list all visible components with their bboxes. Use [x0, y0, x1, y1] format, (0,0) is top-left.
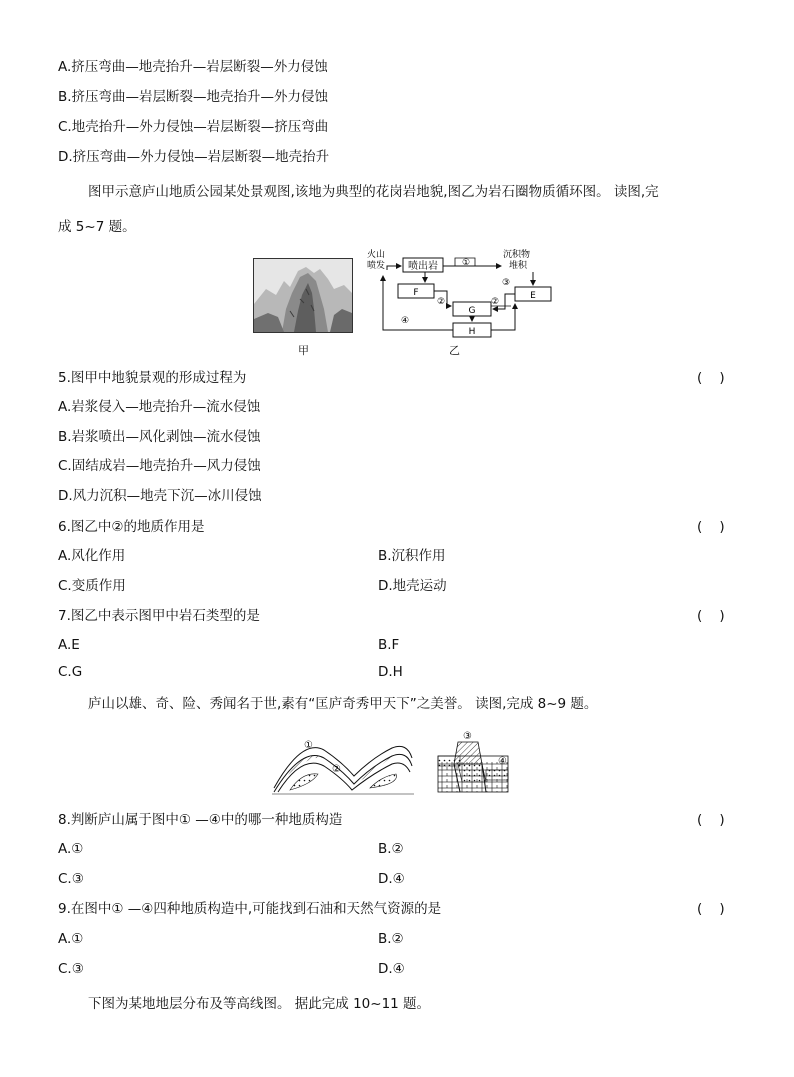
label-volcano-2: 喷发 [367, 261, 386, 271]
q7-option-a: A.E [58, 637, 80, 653]
q8-stem: 8.判断庐山属于图中① —④中的哪一种地质构造 [58, 812, 343, 828]
q6-stem: 6.图乙中②的地质作用是 [58, 519, 205, 535]
q5-option-d: D.风力沉积—地壳下沉—冰川侵蚀 [58, 488, 262, 504]
q6-option-b: B.沉积作用 [378, 548, 446, 564]
q5-answer-paren[interactable]: ( ) [697, 370, 725, 386]
q9-answer-paren[interactable]: ( ) [697, 901, 725, 917]
q7-stem: 7.图乙中表示图甲中岩石类型的是 [58, 608, 260, 624]
q8-option-a: A.① [58, 841, 84, 857]
q8-option-b: B.② [378, 841, 404, 857]
q9-option-c: C.③ [58, 961, 84, 977]
q4-option-d: D.挤压弯曲—外力侵蚀—岩层断裂—地壳抬升 [58, 149, 330, 165]
mountain-photo-illustration [254, 259, 352, 332]
q6-option-a: A.风化作用 [58, 548, 126, 564]
q8-option-c: C.③ [58, 871, 84, 887]
fault-structure [438, 742, 508, 792]
mark-1: ① [462, 258, 471, 268]
mark-2-right: ② [491, 297, 500, 307]
label-e: E [530, 291, 536, 301]
q6-option-c: C.变质作用 [58, 578, 126, 594]
label-h: H [468, 327, 476, 337]
fold-mark-1: ① [304, 740, 313, 751]
rock-cycle-diagram [365, 246, 555, 342]
q9-option-a: A.① [58, 931, 84, 947]
q4-option-b: B.挤压弯曲—岩层断裂—地壳抬升—外力侵蚀 [58, 89, 329, 105]
q6-option-d: D.地壳运动 [378, 578, 447, 594]
figure-label-jia: 甲 [298, 344, 309, 357]
q5-option-a: A.岩浆侵入—地壳抬升—流水侵蚀 [58, 399, 261, 415]
mark-3: ③ [502, 278, 511, 288]
figure-label-yi: 乙 [449, 344, 460, 357]
q6-answer-paren[interactable]: ( ) [697, 519, 725, 535]
fold-structure [272, 746, 414, 794]
mark-4: ④ [401, 316, 410, 326]
q8-option-d: D.④ [378, 871, 405, 887]
label-sediment-1: 沉积物 [503, 250, 531, 260]
q8-answer-paren[interactable]: ( ) [697, 812, 725, 828]
q7-option-b: B.F [378, 637, 400, 653]
label-f: F [413, 288, 419, 298]
q5-option-b: B.岩浆喷出—风化剥蚀—流水侵蚀 [58, 429, 261, 445]
label-volcano-1: 火山 [367, 250, 386, 260]
intro-8-9: 庐山以雄、奇、险、秀闻名于世,素有“匡庐奇秀甲天下”之美誉。 读图,完成 8~9 题。 [88, 696, 598, 712]
q5-option-c: C.固结成岩—地壳抬升—风力侵蚀 [58, 458, 261, 474]
q9-option-b: B.② [378, 931, 404, 947]
q4-option-a: A.挤压弯曲—地壳抬升—岩层断裂—外力侵蚀 [58, 59, 328, 75]
q4-option-c: C.地壳抬升—外力侵蚀—岩层断裂—挤压弯曲 [58, 119, 329, 135]
intro-5-7-line2: 成 5~7 题。 [58, 219, 136, 235]
q7-option-c: C.G [58, 664, 83, 680]
q9-option-d: D.④ [378, 961, 405, 977]
fault-mark-4: ④ [498, 756, 507, 767]
label-g: G [468, 306, 476, 316]
label-sediment-2: 堆积 [509, 261, 528, 271]
intro-5-7-line1: 图甲示意庐山地质公园某处景观图,该地为典型的花岗岩地貌,图乙为岩石圈物质循环图。 读图,完 [88, 184, 659, 200]
q5-stem: 5.图甲中地貌景观的形成过程为 [58, 370, 247, 386]
fold-mark-2: ② [332, 764, 341, 775]
figure-jia-photo [253, 258, 353, 333]
geologic-structure-diagram [272, 728, 532, 798]
q9-stem: 9.在图中① —④四种地质构造中,可能找到石油和天然气资源的是 [58, 901, 442, 917]
fault-mark-3: ③ [463, 731, 472, 742]
mark-2-left: ② [437, 297, 446, 307]
intro-10-11: 下图为某地地层分布及等高线图。 据此完成 10~11 题。 [88, 996, 431, 1012]
q7-option-d: D.H [378, 664, 403, 680]
label-penchuyan: 喷出岩 [408, 261, 438, 272]
q7-answer-paren[interactable]: ( ) [697, 608, 725, 624]
